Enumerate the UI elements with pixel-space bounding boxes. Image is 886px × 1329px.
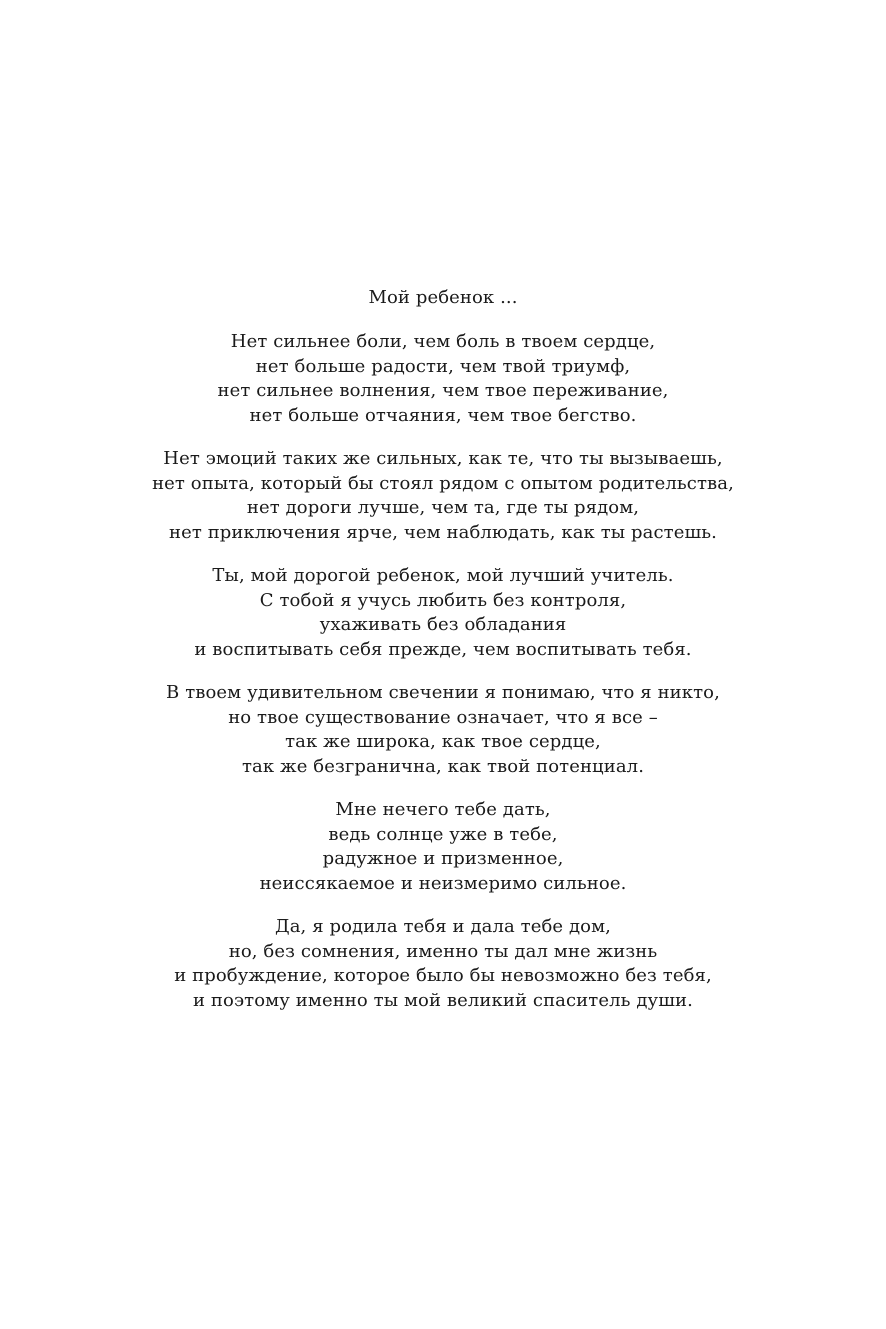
poem-line: так же безгранична, как твой потенциал. — [241, 755, 645, 777]
poem-line: Нет сильнее боли, чем боль в твоем сердце, — [230, 331, 656, 352]
poem-line: и пробуждение, которое было бы невозможно без тебя, — [174, 965, 712, 986]
poem-line: нет сильнее волнения, чем твое переживание, — [217, 380, 669, 401]
poem-line: С тобой я учусь любить без контроля, — [259, 589, 627, 611]
poem-line: и поэтому именно ты мой великий спаситель души. — [193, 989, 693, 1011]
poem-line: и воспитывать себя прежде, чем воспитывать тебя. — [194, 638, 692, 660]
stanza-2 — [0, 447, 886, 545]
poem-line: но, без сомнения, именно ты дал мне жизнь — [228, 940, 658, 962]
poem-line: Да, я родила тебя и дала тебе дом, — [274, 916, 612, 937]
poem-line: нет дороги лучше, чем та, где ты рядом, — [246, 497, 640, 518]
poem-line: нет приключения ярче, чем наблюдать, как ты растешь. — [168, 521, 718, 543]
poem-line: ухаживать без обладания — [319, 614, 567, 635]
poem-line: но твое существование означает, что я все – — [228, 706, 658, 728]
poem-line: В твоем удивительном свечении я понимаю, что я никто, — [166, 682, 720, 703]
stanza-4 — [0, 681, 886, 779]
poem — [0, 286, 886, 1032]
poem-line: неиссякаемое и неизмеримо сильное. — [259, 872, 627, 894]
stanza-3 — [0, 564, 886, 662]
poem-line: радужное и призменное, — [322, 848, 564, 869]
poem-line: нет больше радости, чем твой триумф, — [255, 355, 631, 377]
poem-line: Нет эмоций таких же сильных, как те, что ты вызываешь, — [163, 448, 723, 469]
stanza-1 — [0, 330, 886, 428]
stanza-6 — [0, 915, 886, 1013]
poem-title: Мой ребенок ... — [368, 287, 518, 308]
poem-line: так же широка, как твое сердце, — [285, 731, 601, 752]
stanza-5 — [0, 798, 886, 896]
poem-line: ведь солнце уже в тебе, — [328, 823, 558, 845]
poem-line: Мне нечего тебе дать, — [335, 799, 551, 820]
poem-line: Ты, мой дорогой ребенок, мой лучший учитель. — [212, 565, 674, 586]
poem-line: нет больше отчаяния, чем твое бегство. — [249, 404, 637, 426]
poem-line: нет опыта, который бы стоял рядом с опытом родительства, — [152, 472, 734, 494]
